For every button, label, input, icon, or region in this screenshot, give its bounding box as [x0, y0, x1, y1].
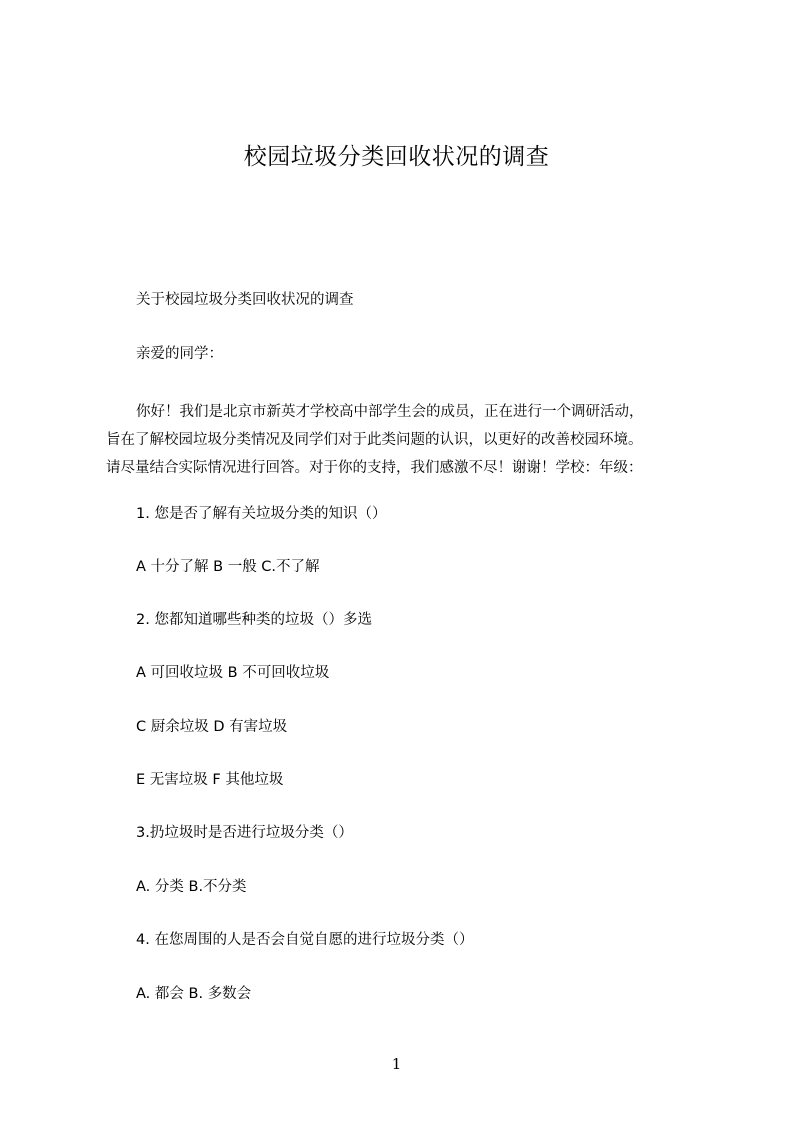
intro-line: 请尽量结合实际情况进行回答。对于你的支持，我们感激不尽！谢谢！学校：年级：	[106, 460, 643, 476]
question-3-options: A. 分类 B.不分类	[136, 879, 247, 895]
question-1-options: A 十分了解 B 一般 C.不了解	[136, 559, 320, 575]
question-2-options: C 厨余垃圾 D 有害垃圾	[136, 719, 288, 735]
question-2-options: E 无害垃圾 F 其他垃圾	[136, 772, 284, 788]
question-4: 4. 在您周围的人是否会自觉自愿的进行垃圾分类（）	[136, 932, 474, 948]
question-4-options: A. 都会 B. 多数会	[136, 986, 252, 1002]
question-1: 1. 您是否了解有关垃圾分类的知识（）	[136, 506, 387, 522]
intro-paragraph	[106, 398, 694, 482]
question-3: 3.扔垃圾时是否进行垃圾分类（）	[136, 825, 353, 841]
intro-line: 你好！我们是北京市新英才学校高中部学生会的成员，正在进行一个调研活动，	[136, 404, 644, 420]
page-number: 1	[391, 1055, 402, 1073]
survey-heading: 关于校园垃圾分类回收状况的调查	[136, 292, 354, 308]
question-2: 2. 您都知道哪些种类的垃圾（）多选	[136, 612, 372, 628]
document-title: 校园垃圾分类回收状况的调查	[243, 144, 550, 170]
greeting: 亲爱的同学：	[136, 346, 223, 362]
intro-line: 旨在了解校园垃圾分类情况及同学们对于此类问题的认识，以更好的改善校园环境。	[106, 432, 643, 448]
question-2-options: A 可回收垃圾 B 不可回收垃圾	[136, 665, 330, 681]
